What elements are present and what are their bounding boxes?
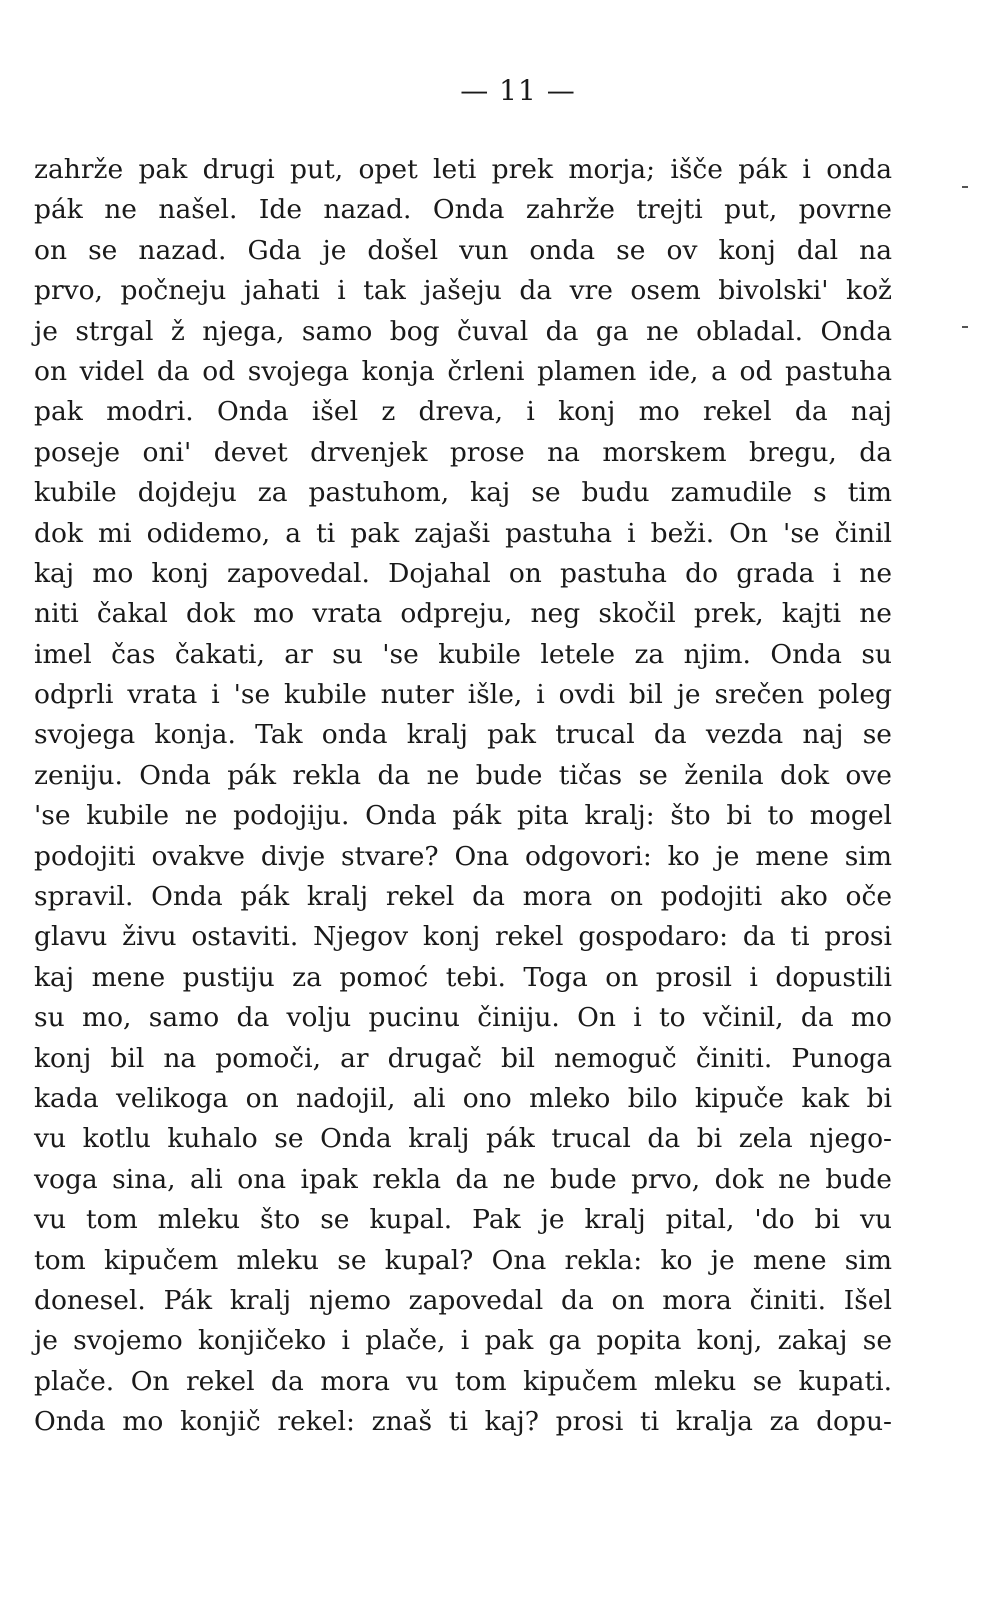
text-line: zeniju. Onda pák rekla da ne bude tičas se ženila dok ove bbox=[34, 759, 892, 791]
body-text bbox=[34, 150, 892, 1443]
text-line: plače. On rekel da mora vu tom kipučem mleku se kupati. bbox=[34, 1365, 892, 1397]
text-line: vu kotlu kuhalo se Onda kralj pák trucal da bi zela njego- bbox=[34, 1123, 892, 1155]
text-line: Onda mo konjič rekel: znaš ti kaj? prosi ti kralja za dopu- bbox=[34, 1406, 892, 1438]
text-line: vu tom mleku što se kupal. Pak je kralj pital, 'do bi vu bbox=[34, 1204, 892, 1236]
text-line: voga sina, ali ona ipak rekla da ne bude prvo, dok ne bude bbox=[34, 1163, 892, 1195]
text-line: je svojemo konjičeko i plače, i pak ga popita konj, zakaj se bbox=[34, 1325, 892, 1357]
text-line: pák ne našel. Ide nazad. Onda zahrže trejti put, povrne bbox=[34, 194, 892, 226]
text-line: glavu živu ostaviti. Njegov konj rekel gospodaro: da ti prosi bbox=[34, 921, 892, 953]
margin-mark bbox=[962, 326, 968, 328]
text-line: zahrže pak drugi put, opet leti prek morja; išče pák i onda bbox=[34, 154, 892, 185]
text-line: odprli vrata i 'se kubile nuter išle, i ovdi bil je srečen poleg bbox=[34, 679, 892, 711]
text-line: 'se kubile ne podojiju. Onda pák pita kralj: što bi to mogel bbox=[34, 800, 892, 832]
text-line: spravil. Onda pák kralj rekel da mora on podojiti ako oče bbox=[34, 881, 892, 913]
page-number: — 11 — bbox=[460, 74, 576, 107]
text-line: donesel. Pák kralj njemo zapovedal da on mora činiti. Išel bbox=[34, 1284, 892, 1316]
text-line: dok mi odidemo, a ti pak zajaši pastuha i beži. On 'se činil bbox=[34, 517, 892, 549]
text-line: kaj mene pustiju za pomoć tebi. Toga on prosil i dopustili bbox=[34, 961, 892, 993]
text-line: podojiti ovakve divje stvare? Ona odgovori: ko je mene sim bbox=[34, 840, 892, 872]
text-line: konj bil na pomoči, ar drugač bil nemoguč činiti. Punoga bbox=[34, 1042, 892, 1074]
text-line: kada velikoga on nadojil, ali ono mleko bilo kipuče kak bi bbox=[34, 1082, 892, 1114]
text-line: niti čakal dok mo vrata odpreju, neg skočil prek, kajti ne bbox=[34, 598, 892, 630]
text-line: su mo, samo da volju pucinu činiju. On i to včinil, da mo bbox=[34, 1002, 892, 1034]
text-line: on se nazad. Gda je došel vun onda se ov konj dal na bbox=[34, 234, 892, 266]
text-line: prvo, počneju jahati i tak jašeju da vre osem bivolski' kož bbox=[34, 275, 892, 307]
text-line: on videl da od svojega konja črleni plamen ide, a od pastuha bbox=[34, 355, 892, 387]
text-line: poseje oni' devet drvenjek prose na morskem bregu, da bbox=[34, 436, 892, 468]
text-line: kaj mo konj zapovedal. Dojahal on pastuha do grada i ne bbox=[34, 557, 892, 589]
text-line: pak modri. Onda išel z dreva, i konj mo rekel da naj bbox=[34, 396, 892, 428]
margin-mark bbox=[962, 186, 968, 188]
text-line: je strgal ž njega, samo bog čuval da ga ne obladal. Onda bbox=[34, 315, 892, 347]
text-line: svojega konja. Tak onda kralj pak trucal da vezda naj se bbox=[34, 719, 892, 751]
text-line: imel čas čakati, ar su 'se kubile letele za njim. Onda su bbox=[34, 638, 892, 670]
text-line: kubile dojdeju za pastuhom, kaj se budu zamudile s tim bbox=[34, 477, 892, 509]
text-line: tom kipučem mleku se kupal? Ona rekla: ko je mene sim bbox=[34, 1244, 892, 1276]
